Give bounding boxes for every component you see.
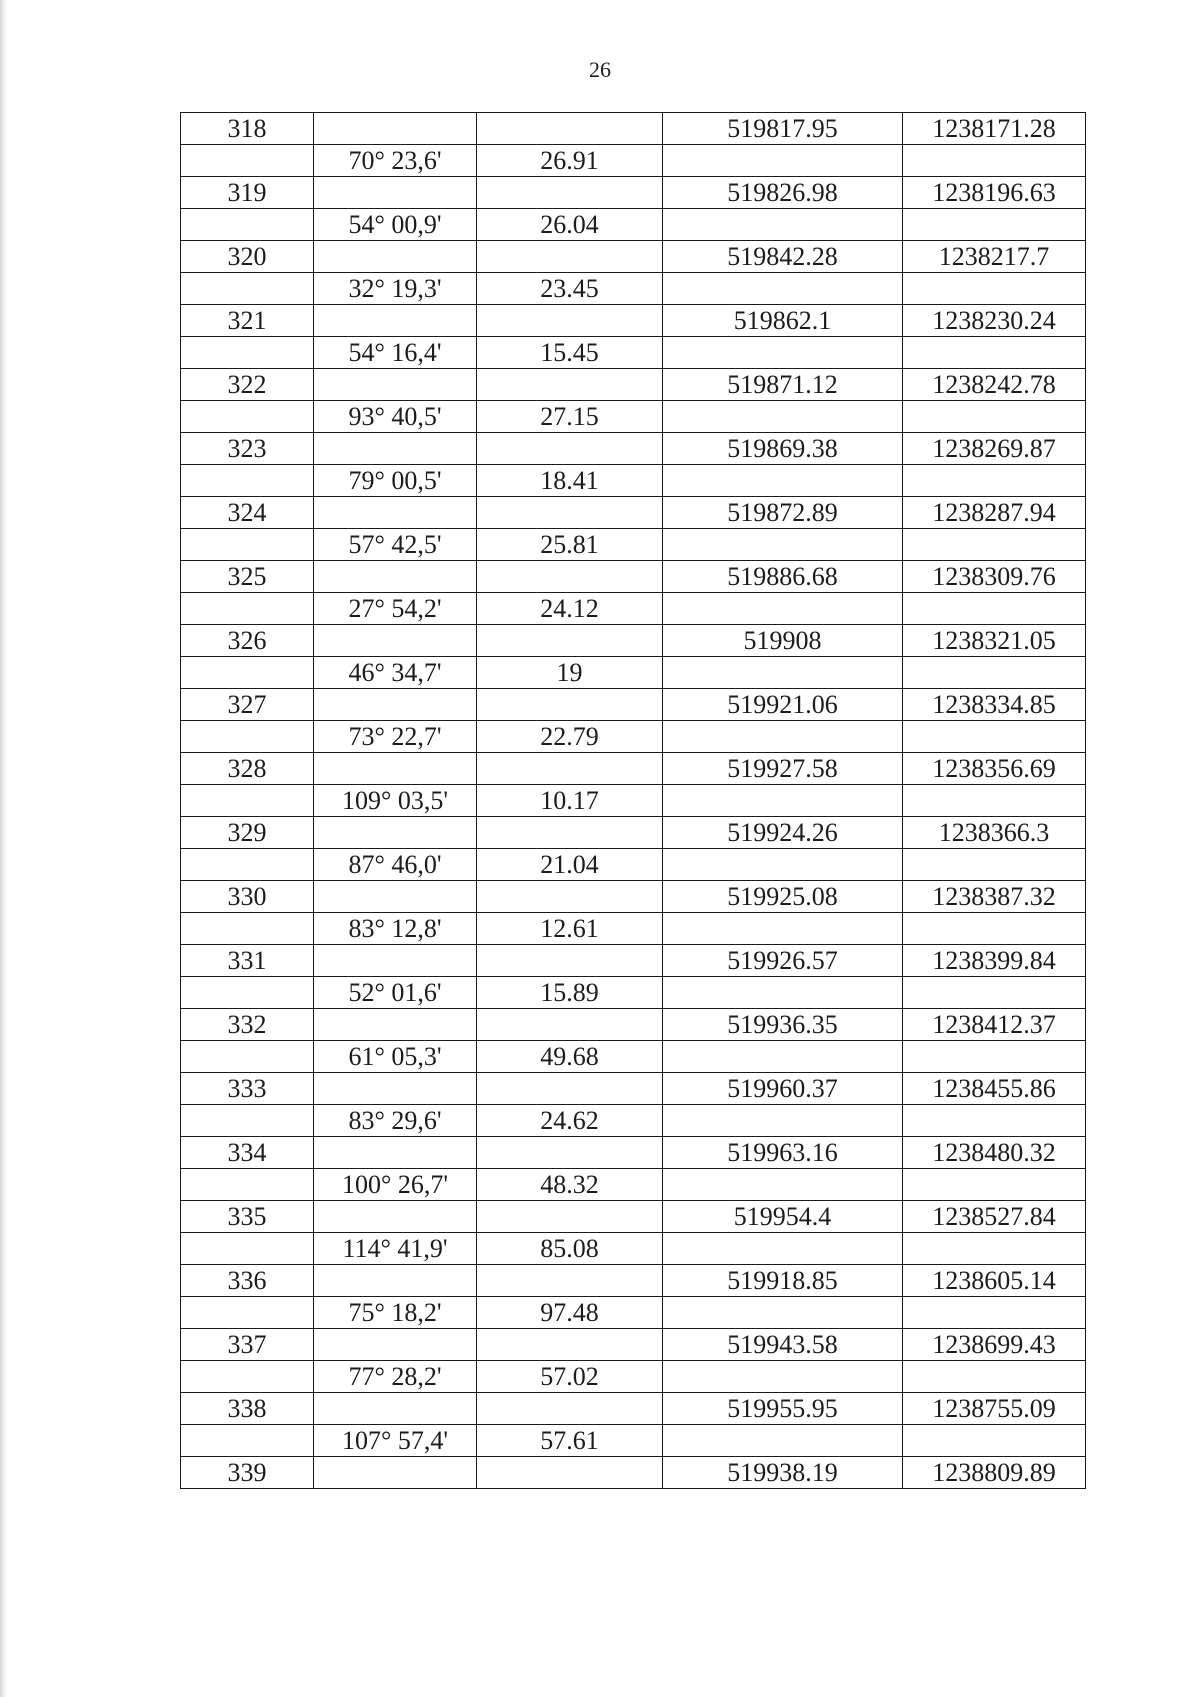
point-row (181, 1137, 1086, 1169)
point-number-cell (181, 913, 314, 945)
point-number-cell (181, 273, 314, 305)
distance-cell: 48.32 (477, 1169, 663, 1201)
table-body (181, 113, 1086, 1489)
x-coordinate-cell (663, 145, 903, 177)
y-coordinate-cell: 1238412.37 (903, 1009, 1086, 1041)
segment-row (181, 657, 1086, 689)
y-coordinate-cell: 1238196.63 (903, 177, 1086, 209)
x-coordinate-cell (663, 977, 903, 1009)
point-number-cell (181, 1361, 314, 1393)
bearing-cell (314, 1393, 477, 1425)
bearing-cell: 109° 03,5' (314, 785, 477, 817)
bearing-cell: 79° 00,5' (314, 465, 477, 497)
point-row (181, 497, 1086, 529)
point-number-cell (181, 785, 314, 817)
bearing-cell (314, 177, 477, 209)
x-coordinate-cell: 519926.57 (663, 945, 903, 977)
point-row (181, 1457, 1086, 1489)
segment-row (181, 529, 1086, 561)
x-coordinate-cell (663, 1361, 903, 1393)
x-coordinate-cell (663, 209, 903, 241)
x-coordinate-cell: 519872.89 (663, 497, 903, 529)
y-coordinate-cell (903, 849, 1086, 881)
bearing-cell (314, 753, 477, 785)
bearing-cell: 46° 34,7' (314, 657, 477, 689)
y-coordinate-cell (903, 145, 1086, 177)
x-coordinate-cell (663, 1169, 903, 1201)
point-number-cell (181, 593, 314, 625)
segment-row (181, 1041, 1086, 1073)
x-coordinate-cell: 519871.12 (663, 369, 903, 401)
y-coordinate-cell: 1238242.78 (903, 369, 1086, 401)
x-coordinate-cell (663, 657, 903, 689)
y-coordinate-cell: 1238605.14 (903, 1265, 1086, 1297)
x-coordinate-cell: 519921.06 (663, 689, 903, 721)
point-row (181, 817, 1086, 849)
distance-cell: 10.17 (477, 785, 663, 817)
x-coordinate-cell (663, 721, 903, 753)
x-coordinate-cell: 519826.98 (663, 177, 903, 209)
bearing-cell (314, 625, 477, 657)
x-coordinate-cell: 519955.95 (663, 1393, 903, 1425)
x-coordinate-cell: 519936.35 (663, 1009, 903, 1041)
y-coordinate-cell: 1238334.85 (903, 689, 1086, 721)
point-row (181, 1329, 1086, 1361)
y-coordinate-cell (903, 913, 1086, 945)
x-coordinate-cell: 519862.1 (663, 305, 903, 337)
segment-row (181, 209, 1086, 241)
point-row (181, 369, 1086, 401)
point-number-cell: 335 (181, 1201, 314, 1233)
distance-cell (477, 241, 663, 273)
bearing-cell (314, 1201, 477, 1233)
x-coordinate-cell (663, 1297, 903, 1329)
point-number-cell: 339 (181, 1457, 314, 1489)
x-coordinate-cell: 519842.28 (663, 241, 903, 273)
y-coordinate-cell (903, 1041, 1086, 1073)
point-number-cell: 333 (181, 1073, 314, 1105)
point-row (181, 625, 1086, 657)
point-number-cell (181, 1297, 314, 1329)
bearing-cell: 57° 42,5' (314, 529, 477, 561)
point-row (181, 305, 1086, 337)
point-number-cell: 326 (181, 625, 314, 657)
distance-cell (477, 1329, 663, 1361)
point-number-cell: 329 (181, 817, 314, 849)
bearing-cell: 54° 00,9' (314, 209, 477, 241)
point-number-cell (181, 849, 314, 881)
y-coordinate-cell (903, 657, 1086, 689)
point-number-cell: 334 (181, 1137, 314, 1169)
segment-row (181, 593, 1086, 625)
y-coordinate-cell: 1238171.28 (903, 113, 1086, 145)
point-number-cell: 331 (181, 945, 314, 977)
bearing-cell: 83° 29,6' (314, 1105, 477, 1137)
segment-row (181, 145, 1086, 177)
bearing-cell (314, 817, 477, 849)
x-coordinate-cell: 519924.26 (663, 817, 903, 849)
point-number-cell: 321 (181, 305, 314, 337)
point-number-cell (181, 977, 314, 1009)
distance-cell: 97.48 (477, 1297, 663, 1329)
bearing-cell: 61° 05,3' (314, 1041, 477, 1073)
distance-cell: 15.45 (477, 337, 663, 369)
y-coordinate-cell: 1238399.84 (903, 945, 1086, 977)
distance-cell: 19 (477, 657, 663, 689)
point-number-cell (181, 1105, 314, 1137)
point-row (181, 689, 1086, 721)
distance-cell: 18.41 (477, 465, 663, 497)
point-row (181, 1393, 1086, 1425)
distance-cell: 57.61 (477, 1425, 663, 1457)
distance-cell (477, 753, 663, 785)
distance-cell (477, 1393, 663, 1425)
distance-cell: 49.68 (477, 1041, 663, 1073)
y-coordinate-cell: 1238356.69 (903, 753, 1086, 785)
y-coordinate-cell: 1238480.32 (903, 1137, 1086, 1169)
y-coordinate-cell (903, 1169, 1086, 1201)
x-coordinate-cell (663, 401, 903, 433)
y-coordinate-cell (903, 1233, 1086, 1265)
scan-edge-shade (0, 0, 7, 1697)
x-coordinate-cell (663, 849, 903, 881)
bearing-cell: 100° 26,7' (314, 1169, 477, 1201)
x-coordinate-cell: 519886.68 (663, 561, 903, 593)
y-coordinate-cell: 1238269.87 (903, 433, 1086, 465)
y-coordinate-cell: 1238809.89 (903, 1457, 1086, 1489)
point-number-cell: 320 (181, 241, 314, 273)
segment-row (181, 1297, 1086, 1329)
x-coordinate-cell (663, 593, 903, 625)
bearing-cell (314, 1009, 477, 1041)
distance-cell (477, 1073, 663, 1105)
y-coordinate-cell (903, 1105, 1086, 1137)
bearing-cell (314, 1457, 477, 1489)
y-coordinate-cell: 1238755.09 (903, 1393, 1086, 1425)
x-coordinate-cell: 519908 (663, 625, 903, 657)
bearing-cell (314, 369, 477, 401)
distance-cell: 12.61 (477, 913, 663, 945)
distance-cell (477, 881, 663, 913)
bearing-cell: 107° 57,4' (314, 1425, 477, 1457)
segment-row (181, 913, 1086, 945)
y-coordinate-cell: 1238309.76 (903, 561, 1086, 593)
bearing-cell: 77° 28,2' (314, 1361, 477, 1393)
distance-cell (477, 945, 663, 977)
y-coordinate-cell (903, 977, 1086, 1009)
point-number-cell (181, 1425, 314, 1457)
distance-cell (477, 689, 663, 721)
point-number-cell: 336 (181, 1265, 314, 1297)
segment-row (181, 1361, 1086, 1393)
x-coordinate-cell: 519938.19 (663, 1457, 903, 1489)
segment-row (181, 1233, 1086, 1265)
bearing-cell: 83° 12,8' (314, 913, 477, 945)
distance-cell: 25.81 (477, 529, 663, 561)
point-row (181, 561, 1086, 593)
bearing-cell: 114° 41,9' (314, 1233, 477, 1265)
y-coordinate-cell: 1238217.7 (903, 241, 1086, 273)
distance-cell (477, 817, 663, 849)
segment-row (181, 1105, 1086, 1137)
y-coordinate-cell: 1238366.3 (903, 817, 1086, 849)
bearing-cell: 52° 01,6' (314, 977, 477, 1009)
bearing-cell (314, 1329, 477, 1361)
point-row (181, 113, 1086, 145)
distance-cell: 21.04 (477, 849, 663, 881)
distance-cell (477, 177, 663, 209)
distance-cell (477, 1201, 663, 1233)
y-coordinate-cell (903, 337, 1086, 369)
point-row (181, 1009, 1086, 1041)
segment-row (181, 465, 1086, 497)
x-coordinate-cell (663, 785, 903, 817)
segment-row (181, 1425, 1086, 1457)
point-number-cell (181, 465, 314, 497)
point-number-cell (181, 209, 314, 241)
x-coordinate-cell (663, 1041, 903, 1073)
bearing-cell: 27° 54,2' (314, 593, 477, 625)
point-number-cell (181, 1169, 314, 1201)
bearing-cell (314, 305, 477, 337)
segment-row (181, 977, 1086, 1009)
distance-cell (477, 305, 663, 337)
point-row (181, 1073, 1086, 1105)
point-number-cell: 327 (181, 689, 314, 721)
distance-cell (477, 1009, 663, 1041)
point-number-cell: 323 (181, 433, 314, 465)
point-row (181, 241, 1086, 273)
x-coordinate-cell (663, 1105, 903, 1137)
y-coordinate-cell (903, 1297, 1086, 1329)
y-coordinate-cell (903, 529, 1086, 561)
bearing-cell (314, 433, 477, 465)
segment-row (181, 1169, 1086, 1201)
bearing-cell (314, 881, 477, 913)
y-coordinate-cell: 1238287.94 (903, 497, 1086, 529)
point-number-cell: 324 (181, 497, 314, 529)
x-coordinate-cell (663, 273, 903, 305)
y-coordinate-cell (903, 209, 1086, 241)
distance-cell: 57.02 (477, 1361, 663, 1393)
x-coordinate-cell (663, 465, 903, 497)
point-number-cell: 338 (181, 1393, 314, 1425)
segment-row (181, 785, 1086, 817)
bearing-cell (314, 113, 477, 145)
point-row (181, 1201, 1086, 1233)
point-number-cell: 318 (181, 113, 314, 145)
x-coordinate-cell: 519817.95 (663, 113, 903, 145)
x-coordinate-cell: 519927.58 (663, 753, 903, 785)
point-number-cell (181, 145, 314, 177)
point-number-cell (181, 337, 314, 369)
x-coordinate-cell (663, 529, 903, 561)
y-coordinate-cell (903, 465, 1086, 497)
distance-cell (477, 625, 663, 657)
y-coordinate-cell (903, 1361, 1086, 1393)
bearing-cell: 73° 22,7' (314, 721, 477, 753)
segment-row (181, 273, 1086, 305)
point-row (181, 1265, 1086, 1297)
segment-row (181, 337, 1086, 369)
distance-cell (477, 1265, 663, 1297)
distance-cell (477, 113, 663, 145)
point-row (181, 753, 1086, 785)
bearing-cell (314, 1137, 477, 1169)
bearing-cell (314, 689, 477, 721)
bearing-cell (314, 241, 477, 273)
y-coordinate-cell: 1238699.43 (903, 1329, 1086, 1361)
x-coordinate-cell (663, 1233, 903, 1265)
distance-cell: 24.62 (477, 1105, 663, 1137)
bearing-cell (314, 1265, 477, 1297)
point-number-cell: 332 (181, 1009, 314, 1041)
x-coordinate-cell (663, 913, 903, 945)
y-coordinate-cell: 1238527.84 (903, 1201, 1086, 1233)
y-coordinate-cell (903, 785, 1086, 817)
segment-row (181, 401, 1086, 433)
bearing-cell (314, 497, 477, 529)
bearing-cell: 87° 46,0' (314, 849, 477, 881)
y-coordinate-cell: 1238230.24 (903, 305, 1086, 337)
distance-cell: 26.04 (477, 209, 663, 241)
segment-row (181, 721, 1086, 753)
point-number-cell (181, 529, 314, 561)
point-row (181, 881, 1086, 913)
point-row (181, 177, 1086, 209)
bearing-cell (314, 945, 477, 977)
point-number-cell: 337 (181, 1329, 314, 1361)
distance-cell: 15.89 (477, 977, 663, 1009)
bearing-cell (314, 1073, 477, 1105)
y-coordinate-cell (903, 401, 1086, 433)
distance-cell (477, 1137, 663, 1169)
point-number-cell (181, 1233, 314, 1265)
x-coordinate-cell (663, 1425, 903, 1457)
y-coordinate-cell: 1238387.32 (903, 881, 1086, 913)
y-coordinate-cell (903, 1425, 1086, 1457)
bearing-cell: 32° 19,3' (314, 273, 477, 305)
x-coordinate-cell: 519918.85 (663, 1265, 903, 1297)
point-number-cell (181, 1041, 314, 1073)
distance-cell (477, 433, 663, 465)
point-number-cell: 328 (181, 753, 314, 785)
point-row (181, 945, 1086, 977)
x-coordinate-cell: 519925.08 (663, 881, 903, 913)
bearing-cell (314, 561, 477, 593)
bearing-cell: 70° 23,6' (314, 145, 477, 177)
distance-cell: 26.91 (477, 145, 663, 177)
point-number-cell (181, 657, 314, 689)
point-number-cell (181, 401, 314, 433)
x-coordinate-cell: 519954.4 (663, 1201, 903, 1233)
y-coordinate-cell (903, 593, 1086, 625)
distance-cell (477, 561, 663, 593)
distance-cell: 22.79 (477, 721, 663, 753)
x-coordinate-cell (663, 337, 903, 369)
segment-row (181, 849, 1086, 881)
y-coordinate-cell (903, 721, 1086, 753)
coordinates-table (180, 112, 1086, 1489)
distance-cell (477, 497, 663, 529)
x-coordinate-cell: 519963.16 (663, 1137, 903, 1169)
bearing-cell: 93° 40,5' (314, 401, 477, 433)
distance-cell: 24.12 (477, 593, 663, 625)
x-coordinate-cell: 519869.38 (663, 433, 903, 465)
distance-cell: 23.45 (477, 273, 663, 305)
point-number-cell: 325 (181, 561, 314, 593)
bearing-cell: 75° 18,2' (314, 1297, 477, 1329)
distance-cell (477, 1457, 663, 1489)
point-number-cell (181, 721, 314, 753)
x-coordinate-cell: 519943.58 (663, 1329, 903, 1361)
point-number-cell: 322 (181, 369, 314, 401)
point-row (181, 433, 1086, 465)
page-number: 26 (589, 57, 611, 82)
distance-cell: 27.15 (477, 401, 663, 433)
distance-cell (477, 369, 663, 401)
y-coordinate-cell: 1238321.05 (903, 625, 1086, 657)
point-number-cell: 319 (181, 177, 314, 209)
bearing-cell: 54° 16,4' (314, 337, 477, 369)
x-coordinate-cell: 519960.37 (663, 1073, 903, 1105)
y-coordinate-cell (903, 273, 1086, 305)
y-coordinate-cell: 1238455.86 (903, 1073, 1086, 1105)
distance-cell: 85.08 (477, 1233, 663, 1265)
point-number-cell: 330 (181, 881, 314, 913)
